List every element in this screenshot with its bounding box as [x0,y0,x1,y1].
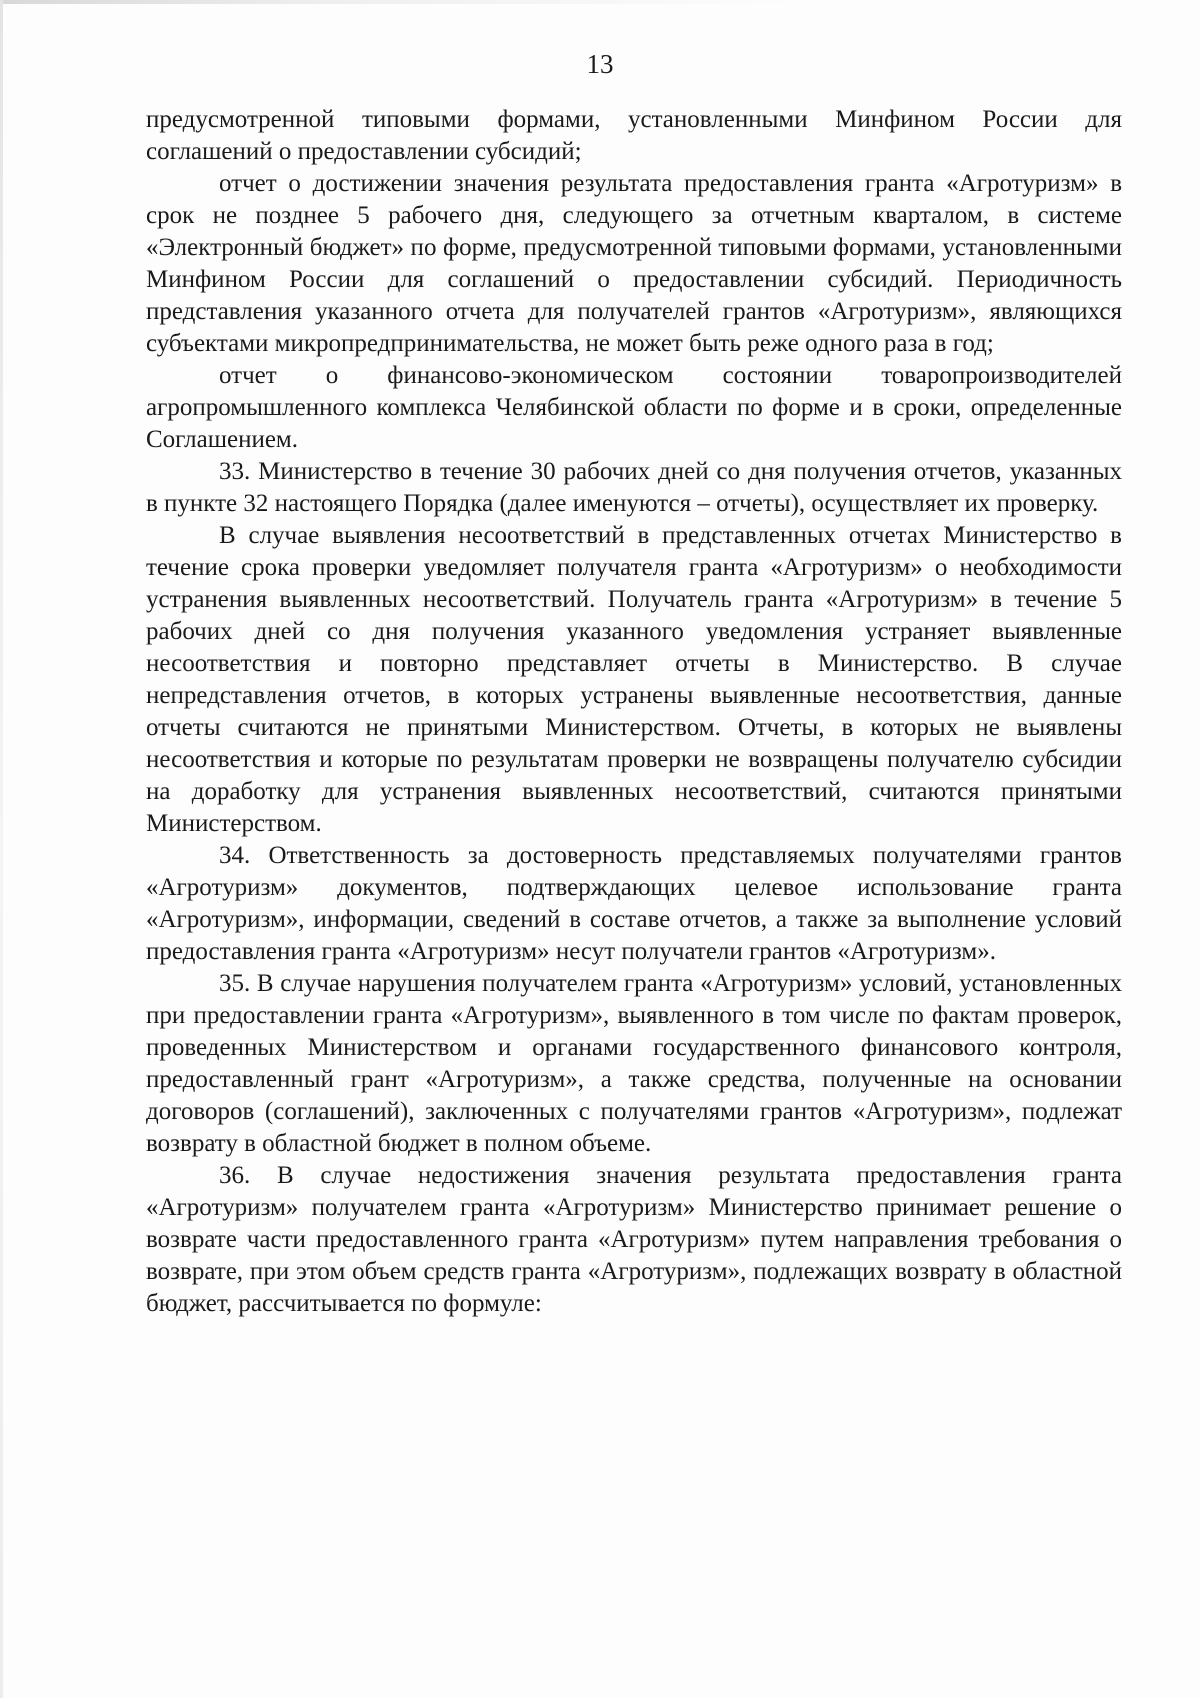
paragraph-report-financial: отчет о финансово-экономическом состоянии товаропроизводителей агропромышленного комплекса Челябинской области по форме и в сроки, определенные Соглашением. [146,362,1122,453]
page-number: 13 [586,49,614,79]
paragraph-item-33: 33. Министерство в течение 30 рабочих дней со дня получения отчетов, указанных в пункте 32 настоящего Порядка (далее именуются – отчеты), осуществляет их проверку. [146,458,1122,517]
paragraph-report-result: отчет о достижении значения результата предоставления гранта «Агротуризм» в срок не позднее 5 рабочего дня, следующего за отчетным кварталом, в системе «Электронный бюджет» по форме, предусмотренной типовыми формами, установленными Минфином России для соглашений о предоставлении субсидий. Периодичность представления указанного отчета для получателей грантов «Агротуризм», являющихся субъектами микропредпринимательства, не может быть реже одного раза в год; [146,170,1122,357]
paragraph-discrepancies: В случае выявления несоответствий в представленных отчетах Министерство в течение срока проверки уведомляет получателя гранта «Агротуризм» о необходимости устранения выявленных несоответствий. Получатель гранта «Агротуризм» в течение 5 рабочих дней со дня получения указанного уведомления устраняет выявленные несоответствия и повторно представляет отчеты в Министерство. В случае непредставления отчетов, в которых устранены выявленные несоответствия, данные отчеты считаются не принятыми Министерством. Отчеты, в которых не выявлены несоответствия и которые по результатам проверки не возвращены получателю субсидии на доработку для устранения выявленных несоответствий, считаются принятыми Министерством. [146,522,1122,837]
scan-edge-left [0,0,3,1698]
paragraph-continuation: предусмотренной типовыми формами, установленными Минфином России для соглашений о предоставлении субсидий; [146,106,1122,165]
paragraph-item-34: 34. Ответственность за достоверность представляемых получателями грантов «Агротуризм» документов, подтверждающих целевое использование гранта «Агротуризм», информации, сведений в составе отчетов, а также за выполнение условий предоставления гранта «Агротуризм» несут получатели грантов «Агротуризм». [146,842,1122,965]
scan-edge-top [0,0,800,4]
paragraph-item-36: 36. В случае недостижения значения результата предоставления гранта «Агротуризм» получателем гранта «Агротуризм» Министерство принимает решение о возврате части предоставленного гранта «Агротуризм» путем направления требования о возврате, при этом объем средств гранта «Агротуризм», подлежащих возврату в областной бюджет, рассчитывается по формуле: [146,1162,1122,1317]
document-body [146,104,1122,1320]
paragraph-item-35: 35. В случае нарушения получателем гранта «Агротуризм» условий, установленных при предоставлении гранта «Агротуризм», выявленного в том числе по фактам проверок, проведенных Министерством и органами государственного финансового контроля, предоставленный грант «Агротуризм», а также средства, полученные на основании договоров (соглашений), заключенных с получателями грантов «Агротуризм», подлежат возврату в областной бюджет в полном объеме. [146,970,1122,1157]
